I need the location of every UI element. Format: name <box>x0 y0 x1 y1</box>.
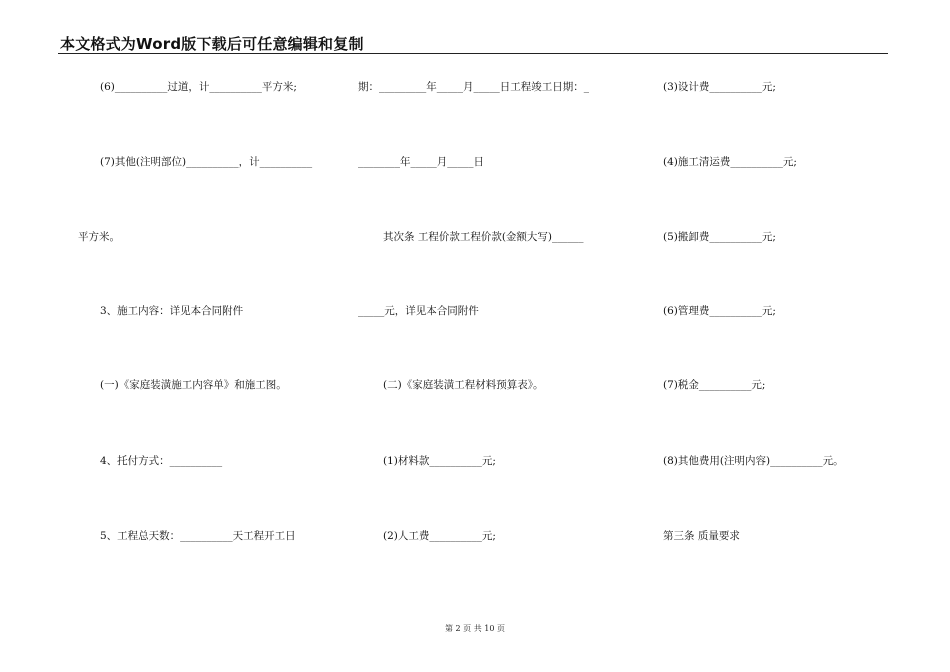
text-line: (1)材料款__________元; <box>383 455 496 467</box>
text-line: (6)__________过道，计__________平方米; <box>100 81 297 93</box>
text-line: 平方米。 <box>78 231 120 243</box>
page-number-footer: 第 2 页 共 10 页 <box>445 624 505 633</box>
text-line: 5、工程总天数：__________天工程开工日 <box>100 530 296 542</box>
text-line: (8)其他费用(注明内容)__________元。 <box>663 455 844 467</box>
text-line: (7)其他(注明部位)__________，计__________ <box>100 156 313 168</box>
text-line: (2)人工费__________元; <box>383 530 496 542</box>
text-line: (5)搬卸费__________元; <box>663 231 776 243</box>
section-heading: 第三条 质量要求 <box>663 530 740 542</box>
text-line: (二)《家庭装潢工程材料预算表》。 <box>383 379 544 391</box>
document-header-title: 本文格式为Word版下载后可任意编辑和复制 <box>60 35 364 53</box>
text-line: (4)施工清运费__________元; <box>663 156 797 168</box>
text-line: (一)《家庭装潢施工内容单》和施工图。 <box>100 379 287 391</box>
text-line: (7)税金__________元; <box>663 379 766 391</box>
text-line: (3)设计费__________元; <box>663 81 776 93</box>
text-line: 4、托付方式：__________ <box>100 455 223 467</box>
text-line: ________年_____月_____日 <box>358 156 484 168</box>
text-line: (6)管理费__________元; <box>663 305 776 317</box>
text-line: 3、施工内容：详见本合同附件 <box>100 305 244 317</box>
text-line: _____元，详见本合同附件 <box>358 305 479 317</box>
header-divider <box>58 53 888 54</box>
text-line: 期：_________年_____月_____日工程竣工日期：_ <box>358 81 589 93</box>
text-line: 其次条 工程价款工程价款(金额大写)______ <box>383 231 584 243</box>
